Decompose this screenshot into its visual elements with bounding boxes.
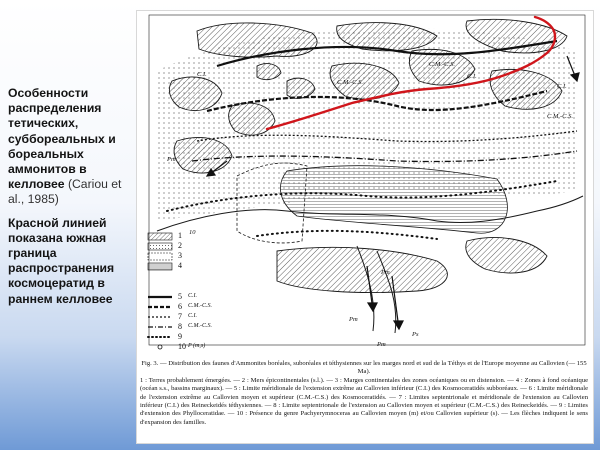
legend-num: 5	[178, 292, 182, 301]
legend-item-7	[146, 313, 216, 322]
legend-item-5	[146, 293, 216, 302]
legend-label: C.I.	[188, 293, 197, 299]
legend-num: 7	[178, 312, 182, 321]
legend-num: 8	[178, 322, 182, 331]
label-pm-2: Pm	[381, 269, 390, 276]
legend-item-6	[146, 303, 216, 312]
paragraph-red-line: Красной линией показана южная граница распространения космоцератид в раннем келловее	[8, 215, 115, 306]
land-africa-north	[277, 247, 447, 292]
label-pm-3: Pm	[349, 316, 358, 323]
legend-label: C.M.-C.S.	[188, 323, 212, 329]
legend-num: 1	[178, 231, 182, 240]
land-north-1	[197, 23, 317, 57]
label-cms-top: C.M.-C.S.	[429, 61, 455, 68]
legend-num: 4	[178, 261, 182, 270]
oceanic-zone	[280, 166, 507, 234]
legend-num: 3	[178, 251, 182, 260]
label-ci-left: C.I.	[197, 71, 207, 78]
label-ps: Ps	[412, 331, 419, 338]
legend-item-8	[146, 323, 216, 332]
legend-item-1	[146, 232, 216, 241]
legend-item-10	[146, 343, 216, 352]
legend-label: P (m,s)	[188, 343, 206, 349]
label-cms-right: C.M.-C.S.	[547, 113, 573, 120]
label-ci-top: C.I.	[467, 73, 477, 80]
map-legend	[146, 232, 216, 354]
legend-num: 10	[178, 342, 186, 351]
paragraph-distribution	[8, 86, 133, 208]
legend-item-4	[146, 262, 216, 271]
label-cms-mid: C.M.-C.S.	[337, 79, 363, 86]
distribution-title: Особенности распределения тетических, суббореальных и бореальных аммонитов в келловее	[8, 86, 116, 192]
label-pm-4: Pm	[377, 341, 386, 348]
legend-label: C.I.	[188, 313, 197, 319]
legend-item-9	[146, 333, 216, 342]
legend-item-2	[146, 242, 216, 251]
legend-num: 9	[178, 332, 182, 341]
figure-caption	[140, 360, 588, 440]
caption-title: Fig. 3. — Distribution des faunes d'Ammonites boréales, suboréales et téthysiennes sur les marges nord et sud de la Téthys et de l'Europe moyenne au Callovien (— 155 Ma).	[141, 360, 587, 376]
legend-label: C.M.-C.S.	[188, 303, 212, 309]
legend-item-3	[146, 252, 216, 261]
caption-body: 1 : Terres probablement émergées. — 2 : Mers épicontinentales (s.l.). — 3 : Marges continentales des zones océaniques ou en distension. — 4 : Zones à fond océanique (océan s.s., bassins marginaux). — 5 : Limite méridionale de l'extension extrême au Callovien inférieur (C.I.) des Kosmoceratidés subboréaux. — 6 : Limite méridionale de l'extension extrême au Callovien moyen et supérieur (C.M.-C.S.) des Kosmoceratidés. — 7 : Limites septentrionale et méridionale de l'extension au Callovien inférieur (C.I.) des Reineckeidés téthysiennes. — 8 : Limite septentrionale de l'extension au Callovien moyen et supérieur (C.M.-C.S.) des Reineckeidés. — 9 : Limites d'extension des Phylloceratidae. — 10 : Présence du genre Pachyerymnoceras au Callovien moyen (m) et/ou Callovien supérieur (s). — Les flèches indiquent le sens d'expansion des familles.	[140, 376, 588, 426]
label-ten: 10	[189, 229, 196, 236]
legend-num: 2	[178, 241, 182, 250]
legend-num: 6	[178, 302, 182, 311]
label-pm-1: Pm	[167, 156, 176, 163]
citation: (Cariou et al., 1985)	[8, 177, 122, 207]
land-south-east	[466, 237, 547, 272]
slide-description	[8, 86, 133, 307]
label-ci-right: C.I.	[557, 83, 567, 90]
